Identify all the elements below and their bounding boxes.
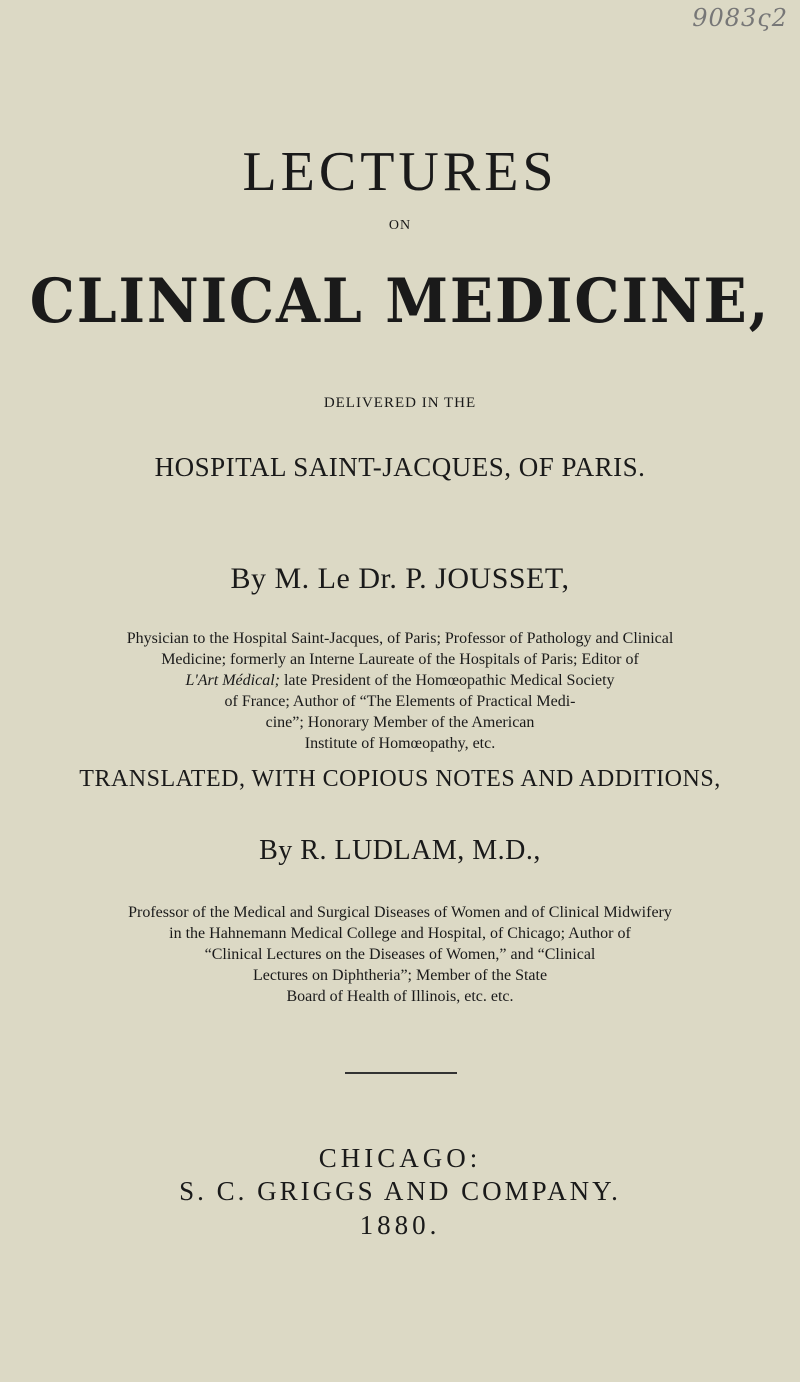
translator-credential-line: in the Hahnemann Medical College and Hospital, of Chicago; Author of: [169, 925, 631, 942]
author-byline: By M. Le Dr. P. JOUSSET,: [230, 562, 570, 595]
translator-credential-line: Board of Health of Illinois, etc. etc.: [286, 988, 514, 1005]
author-credential-line: L'Art Médical; late President of the Homœopathic Medical Society: [185, 672, 615, 689]
translator-credential-line: Professor of the Medical and Surgical Diseases of Women and of Clinical Midwifery: [128, 904, 672, 921]
author-credential-line: Institute of Homœopathy, etc.: [304, 735, 496, 752]
imprint-city: CHICAGO:: [318, 1143, 482, 1173]
translator-credential-line: “Clinical Lectures on the Diseases of Women,” and “Clinical: [204, 946, 596, 963]
divider-rule: [345, 1072, 457, 1074]
title-lectures: LECTURES: [242, 141, 558, 203]
hospital-name: HOSPITAL SAINT-JACQUES, OF PARIS.: [154, 452, 646, 482]
title-on: ON: [388, 218, 412, 233]
imprint-year: 1880.: [359, 1210, 441, 1240]
translator-credentials: [0, 902, 800, 1007]
journal-title: L'Art Médical;: [185, 672, 280, 689]
imprint-publisher: S. C. GRIGGS AND COMPANY.: [179, 1176, 621, 1206]
author-credential-line: Medicine; formerly an Interne Laureate of the Hospitals of Paris; Editor of: [161, 651, 639, 668]
delivered-in-the: DELIVERED IN THE: [323, 395, 477, 411]
author-credential-line: Physician to the Hospital Saint-Jacques, of Paris; Professor of Pathology and Clinical: [126, 630, 674, 647]
author-credential-line: cine”; Honorary Member of the American: [265, 714, 535, 731]
translator-credential-line: Lectures on Diphtheria”; Member of the State: [252, 967, 548, 984]
translator-byline: By R. LUDLAM, M.D.,: [259, 835, 541, 866]
title-clinical-medicine: CLINICAL MEDICINE,: [29, 266, 771, 337]
author-credentials: [0, 628, 800, 754]
author-credential-line: of France; Author of “The Elements of Practical Medi-: [224, 693, 576, 710]
pencil-shelf-note: 9083ς2: [692, 4, 788, 32]
translation-note: TRANSLATED, WITH COPIOUS NOTES AND ADDITIONS,: [79, 766, 721, 792]
